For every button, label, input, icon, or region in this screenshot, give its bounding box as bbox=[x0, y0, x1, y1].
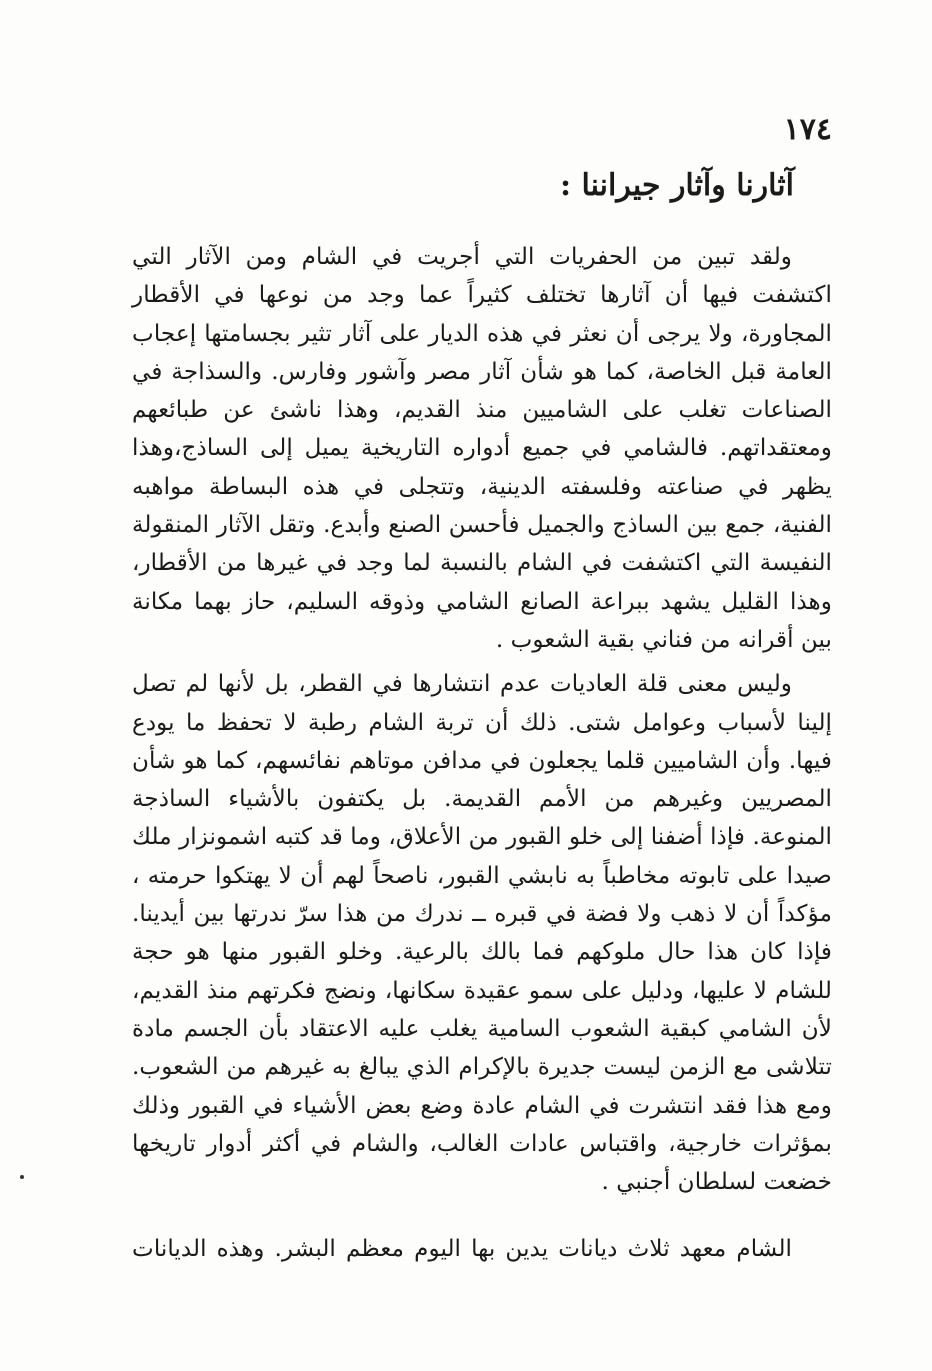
section-title: آثارنا وآثار جيراننا : bbox=[559, 168, 794, 203]
paragraph-1: ولقد تبين من الحفريات التي أجريت في الشام ومن الآثار التي اكتشفت فيها أن آثارها تختلف كثيراً عما وجد من نوعها في الأقطار المجاورة، ولا يرجى أن نعثر في هذه الديار على آثار تثير بجسامتها إعجاب العامة قبل الخاصة، كما هو شأن آثار مصر وآشور وفارس. والسذاجة في الصناعات تغلب على الشاميين منذ القديم، وهذا ناشئ عن طبائعهم ومعتقداتهم. فالشامي في جميع أدواره التاريخية يميل إلى الساذج،وهذا يظهر في صناعته وفلسفته الدينية، وتتجلى في هذه البساطة مواهبه الفنية، جمع بين الساذج والجميل فأحسن الصنع وأبدع. وتقل الآثار المنقولة النفيسة التي اكتشفت في الشام بالنسبة لما وجد في غيرها من الأقطار، وهذا القليل يشهد ببراعة الصانع الشامي وذوقه السليم، حاز بهما مكانة بين أقرانه من فناني بقية الشعوب . bbox=[132, 243, 832, 653]
stray-dot-mark bbox=[20, 1175, 24, 1179]
paragraph-2: وليس معنى قلة العاديات عدم انتشارها في القطر، بل لأنها لم تصل إلينا لأسباب وعوامل شتى. ذلك أن تربة الشام رطبة لا تحفظ ما يودع فيها. وأن الشاميين قلما يجعلون في مدافن موتاهم نفائسهم، كما هو شأن المصريين وغيرهم من الأمم القديمة. بل يكتفون بالأشياء الساذجة المنوعة. فإذا أضفنا إلى خلو القبور من الأعلاق، وما قد كتبه اشمونزار ملك صيدا على تابوته مخاطباً به نابشي القبور، ناصحاً لهم أن لا يهتكوا حرمته ، مؤكداً أن لا ذهب ولا فضة في قبره ــ ندرك من هذا سرّ ندرتها بين أيدينا. فإذا كان هذا حال ملوكهم فما بالك بالرعية. وخلو القبور منها هو حجة للشام لا عليها، ودليل على سمو عقيدة سكانها، ونضج فكرتهم منذ القديم، لأن الشامي كبقية الشعوب السامية يغلب عليه الاعتقاد بأن الجسم مادة تتلاشى مع الزمن ليست جديرة بالإكرام الذي يبالغ به غيرهم من الشعوب. ومع هذا فقد انتشرت في الشام عادة وضع بعض الأشياء في القبور وذلك بمؤثرات خارجية، واقتباس عادات الغالب، والشام في أكثر أدوار تاريخها خضعت لسلطان أجنبي . bbox=[132, 670, 832, 1196]
paragraph-3: الشام معهد ثلاث ديانات يدين بها اليوم معظم البشر. وهذه الديانات bbox=[132, 1235, 792, 1262]
page-number: ١٧٤ bbox=[783, 112, 832, 147]
body-text bbox=[132, 238, 832, 1201]
